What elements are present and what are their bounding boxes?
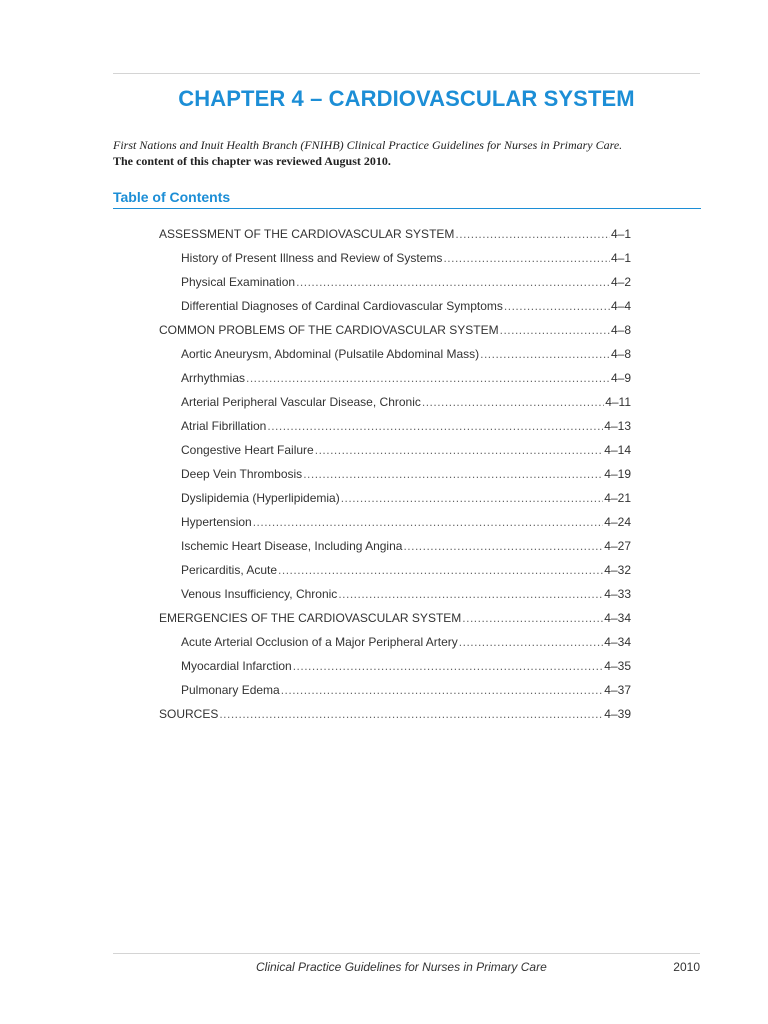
toc-entry[interactable] [181,273,631,291]
toc-entry[interactable] [181,633,631,651]
toc-entry-label: History of Present Illness and Review of Systems [181,251,443,265]
toc-entry[interactable] [181,465,631,483]
toc-entry-label: Myocardial Infarction [181,659,292,673]
toc-dot-leader [459,633,604,651]
toc-entry[interactable] [181,537,631,555]
toc-entry-page: 4–1 [610,251,631,265]
toc-entry[interactable] [181,297,631,315]
toc-dot-leader [253,513,604,531]
toc-entry-page: 4–2 [610,275,631,289]
toc-entry-label: Aortic Aneurysm, Abdominal (Pulsatile Abdominal Mass) [181,347,480,361]
toc-entry-label: Ischemic Heart Disease, Including Angina [181,539,403,553]
toc-entry[interactable] [181,681,631,699]
footer-year: 2010 [673,960,700,974]
toc-entry-label: Deep Vein Thrombosis [181,467,303,481]
toc-entry-label: ASSESSMENT OF THE CARDIOVASCULAR SYSTEM [159,227,455,241]
toc-entry-page: 4–4 [610,299,631,313]
toc-entry[interactable] [181,417,631,435]
toc-divider [113,208,701,209]
toc-entry-page: 4–13 [604,419,631,433]
toc-entry-label: Hypertension [181,515,252,529]
toc-dot-leader [246,369,610,387]
toc-entry-page: 4–33 [604,587,631,601]
toc-entry[interactable] [181,657,631,675]
footer-title: Clinical Practice Guidelines for Nurses in Primary Care [256,960,547,974]
toc-dot-leader [293,657,604,675]
toc-entry-label: SOURCES [159,707,219,721]
toc-entry-label: Arterial Peripheral Vascular Disease, Chronic [181,395,421,409]
toc-entry-page: 4–27 [604,539,631,553]
toc-dot-leader [500,321,610,339]
toc-entry[interactable] [159,705,631,723]
chapter-title: CHAPTER 4 – CARDIOVASCULAR SYSTEM [178,86,635,111]
toc-dot-leader [462,609,603,627]
top-divider [113,73,700,74]
toc-entry-page: 4–1 [610,227,631,241]
toc-entry-label: Arrhythmias [181,371,246,385]
toc-dot-leader [480,345,610,363]
toc-heading: Table of Contents [113,189,231,205]
toc-dot-leader [403,537,603,555]
toc-entry-label: Congestive Heart Failure [181,443,314,457]
toc-dot-leader [219,705,603,723]
toc-entry-label: Dyslipidemia (Hyperlipidemia) [181,491,340,505]
toc-entry-page: 4–34 [604,611,631,625]
toc-entry-label: Pulmonary Edema [181,683,280,697]
review-line: The content of this chapter was reviewed August 2010. [113,154,391,168]
toc-dot-leader [443,249,610,267]
toc-entry-page: 4–8 [610,347,631,361]
toc-entry-page: 4–34 [604,635,631,649]
toc-entry[interactable] [181,249,631,267]
toc-dot-leader [455,225,610,243]
toc-entry[interactable] [181,561,631,579]
toc-dot-leader [341,489,604,507]
toc-entry-page: 4–9 [610,371,631,385]
toc-dot-leader [422,393,604,411]
toc-entry-page: 4–24 [604,515,631,529]
toc-dot-leader [281,681,604,699]
toc-dot-leader [267,417,603,435]
toc-entry-label: Venous Insufficiency, Chronic [181,587,338,601]
toc-entry[interactable] [181,369,631,387]
toc-entry-page: 4–39 [604,707,631,721]
toc-entry[interactable] [181,345,631,363]
toc-dot-leader [315,441,604,459]
toc-entry-label: Atrial Fibrillation [181,419,267,433]
toc-entry[interactable] [181,513,631,531]
toc-entry-page: 4–19 [604,467,631,481]
toc-entry[interactable] [181,585,631,603]
toc-entry-label: Pericarditis, Acute [181,563,278,577]
toc-entry-page: 4–35 [604,659,631,673]
toc-entry[interactable] [181,393,631,411]
toc-entry[interactable] [159,609,631,627]
toc-entry[interactable] [159,225,631,243]
toc-entry[interactable] [181,441,631,459]
toc-entry[interactable] [181,489,631,507]
toc-entry-label: Acute Arterial Occlusion of a Major Peripheral Artery [181,635,458,649]
toc-entry-page: 4–32 [604,563,631,577]
toc-dot-leader [296,273,610,291]
toc-entry-page: 4–14 [604,443,631,457]
toc-dot-leader [303,465,603,483]
toc-entry-label: EMERGENCIES OF THE CARDIOVASCULAR SYSTEM [159,611,462,625]
toc-dot-leader [504,297,610,315]
toc-entry-page: 4–21 [604,491,631,505]
footer-divider [113,953,700,954]
toc-entry-label: COMMON PROBLEMS OF THE CARDIOVASCULAR SYSTEM [159,323,499,337]
chapter-intro [113,137,700,169]
toc-entry-page: 4–37 [604,683,631,697]
toc-dot-leader [278,561,603,579]
toc-entry-label: Physical Examination [181,275,296,289]
source-line: First Nations and Inuit Health Branch (FNIHB) Clinical Practice Guidelines for Nurses in Primary Care. [113,138,623,152]
toc-entry-page: 4–11 [605,395,631,409]
toc-entry-label: Differential Diagnoses of Cardinal Cardiovascular Symptoms [181,299,503,313]
toc-entry-page: 4–8 [610,323,631,337]
toc-entry[interactable] [159,321,631,339]
toc-dot-leader [338,585,603,603]
